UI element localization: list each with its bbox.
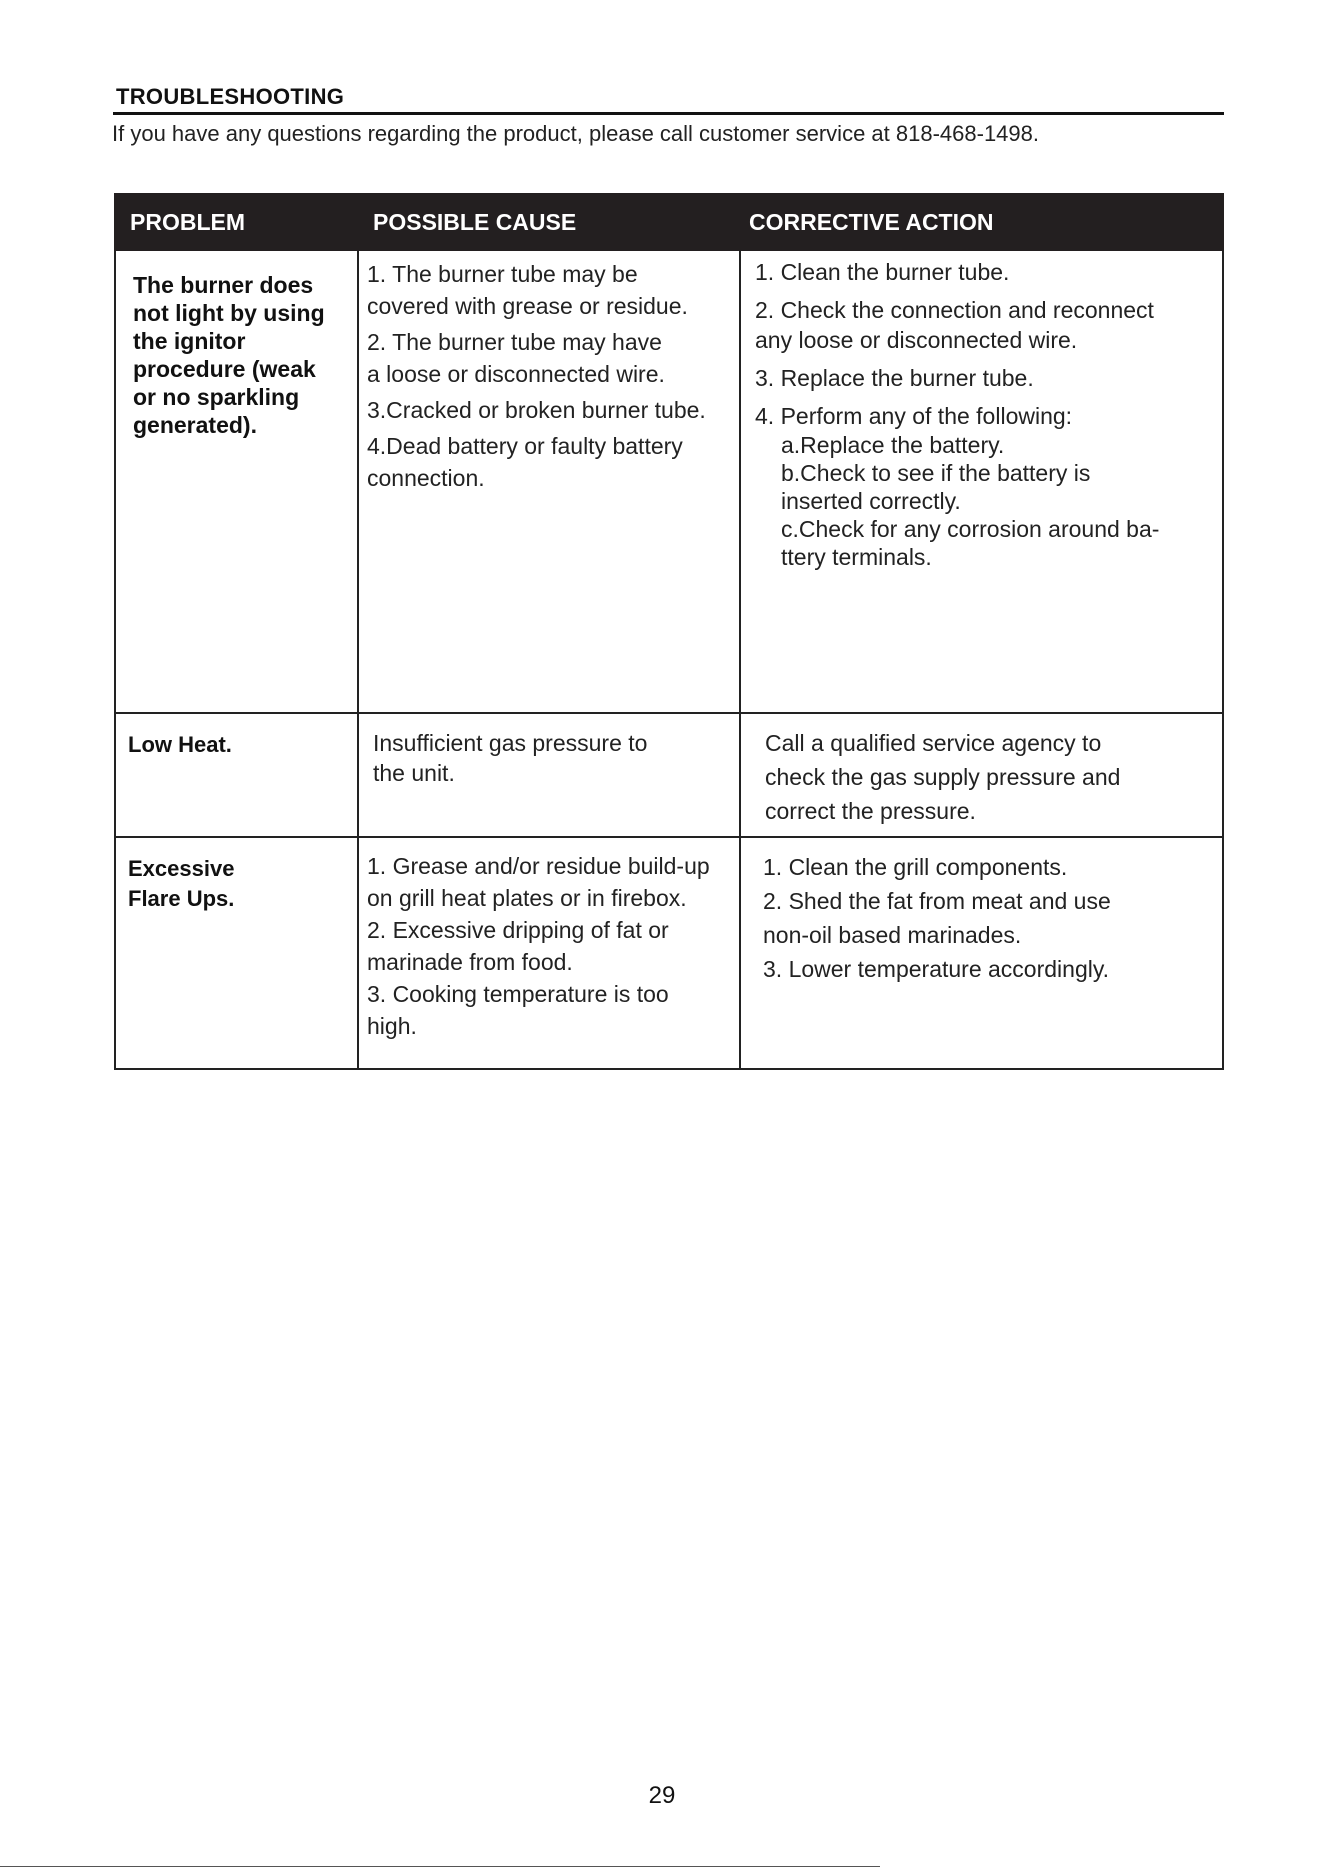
section-title: TROUBLESHOOTING — [116, 84, 345, 109]
problem-text-line: Flare Ups. — [128, 886, 235, 911]
troubleshooting-table — [114, 193, 1224, 1070]
possible-cause-cell — [359, 838, 741, 1068]
table-row — [114, 714, 1224, 838]
sub-action-text-line: b.Check to see if the battery is — [781, 460, 1091, 486]
column-header-possible-cause: POSSIBLE CAUSE — [373, 208, 577, 235]
sub-action-text-line: c.Check for any corrosion around ba- — [781, 516, 1160, 542]
action-text-line: 1. Clean the grill components. — [763, 854, 1068, 880]
column-header-corrective-action: CORRECTIVE ACTION — [749, 208, 994, 235]
customer-service-intro: If you have any questions regarding the product, please call customer service at 818-468-1498. — [112, 121, 1039, 146]
problem-text-line: procedure (weak — [133, 356, 316, 382]
cause-text-line: 2. Excessive dripping of fat or — [367, 917, 669, 943]
problem-text-line: the ignitor — [133, 328, 246, 354]
cause-text-line: high. — [367, 1013, 417, 1039]
possible-cause-cell — [359, 714, 741, 836]
sub-action-text-line: inserted correctly. — [781, 488, 961, 514]
action-text-line: 4. Perform any of the following: — [755, 403, 1073, 429]
cause-text-line: 3. Cooking temperature is too — [367, 981, 669, 1007]
problem-text-line: not light by using — [133, 300, 325, 326]
cause-text-line: a loose or disconnected wire. — [367, 361, 665, 387]
cause-text-line: the unit. — [373, 760, 455, 786]
action-text-line: non-oil based marinades. — [763, 922, 1022, 948]
cause-text-line: 3.Cracked or broken burner tube. — [367, 397, 706, 423]
problem-text-line: or no sparkling — [133, 384, 300, 410]
table-row — [114, 838, 1224, 1070]
sub-action-text-line: a.Replace the battery. — [781, 432, 1005, 458]
problem-text-line: Low Heat. — [128, 732, 232, 757]
action-text-line: 3. Lower temperature accordingly. — [763, 956, 1110, 982]
action-text-line: 2. Check the connection and reconnect — [755, 297, 1154, 323]
cause-text-line: 4.Dead battery or faulty battery — [367, 433, 683, 459]
action-text-line: 1. Clean the burner tube. — [755, 259, 1010, 285]
problem-cell — [116, 251, 359, 712]
cause-text-line: connection. — [367, 465, 485, 491]
corrective-action-cell — [741, 251, 1222, 712]
table-row — [114, 251, 1224, 714]
problem-text-line: Excessive — [128, 856, 235, 881]
cause-text-line: 1. The burner tube may be — [367, 261, 638, 287]
page-number: 29 — [648, 1782, 676, 1809]
action-text-line: any loose or disconnected wire. — [755, 327, 1078, 353]
action-text-line: Call a qualified service agency to — [765, 730, 1102, 756]
action-text-line: 2. Shed the fat from meat and use — [763, 888, 1111, 914]
cause-text-line: marinade from food. — [367, 949, 573, 975]
action-text-line: 3. Replace the burner tube. — [755, 365, 1034, 391]
problem-cell — [116, 838, 359, 1068]
title-rule — [113, 112, 1224, 115]
cause-text-line: Insufficient gas pressure to — [373, 730, 648, 756]
bottom-rule — [0, 1866, 880, 1867]
problem-cell — [116, 714, 359, 836]
cause-text-line: 1. Grease and/or residue build-up — [367, 853, 710, 879]
possible-cause-cell — [359, 251, 741, 712]
cause-text-line: 2. The burner tube may have — [367, 329, 662, 355]
table-header-row — [114, 193, 1224, 251]
problem-text-line: The burner does — [133, 272, 314, 298]
problem-text-line: generated). — [133, 412, 257, 438]
column-header-problem: PROBLEM — [130, 208, 245, 235]
corrective-action-cell — [741, 838, 1222, 1068]
action-text-line: correct the pressure. — [765, 798, 976, 824]
sub-action-text-line: ttery terminals. — [781, 544, 932, 570]
action-text-line: check the gas supply pressure and — [765, 764, 1121, 790]
cause-text-line: on grill heat plates or in firebox. — [367, 885, 687, 911]
corrective-action-cell — [741, 714, 1222, 836]
cause-text-line: covered with grease or residue. — [367, 293, 688, 319]
